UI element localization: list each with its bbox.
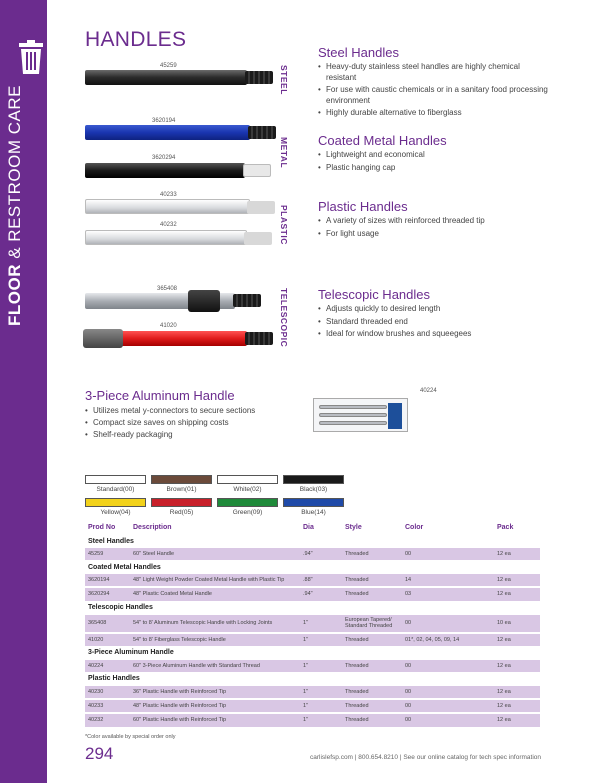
swatch-box [85, 475, 146, 484]
feature-telescopic-handles [318, 287, 548, 342]
table-row: 365408 54" to 8' Aluminum Telescopic Handle with Locking Joints 1" European Tapered/ Standard Threaded 00 10 ea [85, 615, 540, 632]
feature-plastic-handles [318, 199, 548, 241]
feature-bullet: • Highly durable alternative to fiberglass [318, 108, 548, 119]
header-prod-no: Prod No [88, 523, 116, 531]
feature-steel-handles [318, 45, 548, 121]
image-code-steel: 45259 [160, 63, 177, 69]
feature-title: Coated Metal Handles [318, 133, 447, 148]
image-code-metal-1: 3620194 [152, 118, 176, 124]
header-pack: Pack [497, 523, 514, 531]
aluminum-bullet: • Compact size saves on shipping costs [85, 417, 325, 428]
feature-bullet: • Plastic hanging cap [318, 163, 548, 174]
header-color: Color [405, 523, 424, 531]
color-swatch-legend [85, 475, 355, 520]
swatch-white: White(02) [217, 475, 278, 493]
header-description: Description [133, 523, 172, 531]
swatch-red: Red(05) [151, 498, 212, 516]
aluminum-package-image [313, 398, 408, 432]
feature-bullet: • A variety of sizes with reinforced threaded tip [318, 216, 548, 227]
image-code-plastic-1: 40233 [160, 192, 177, 198]
swatch-blue: Blue(14) [283, 498, 344, 516]
image-code-metal-2: 3620294 [152, 155, 176, 161]
category-label-steel: STEEL [279, 65, 289, 95]
swatch-box [283, 475, 344, 484]
feature-bullet: • Standard threaded end [318, 317, 548, 328]
swatch-black: Black(03) [283, 475, 344, 493]
swatch-brown: Brown(01) [151, 475, 212, 493]
blue-metal-handle-image [85, 125, 250, 140]
product-table [85, 520, 540, 727]
table-row: 3620294 48" Plastic Coated Metal Handle .94" Threaded 03 12 ea [85, 588, 540, 600]
table-row: 3620194 48" Light Weight Powder Coated Metal Handle with Plastic Tip .88" Threaded 14 12 ea [85, 574, 540, 586]
feature-bullet: • Adjusts quickly to desired length [318, 304, 548, 315]
swatch-standard: Standard(00) [85, 475, 146, 493]
header-dia: Dia [303, 523, 314, 531]
plastic-handle-image-1 [85, 199, 250, 214]
feature-bullet: • For use with caustic chemicals or in a sanitary food processing environment [318, 85, 548, 106]
category-label-telescopic: TELESCOPIC [279, 288, 289, 348]
image-code-telescopic-2: 41020 [160, 323, 177, 329]
table-group-row: Steel Handles [88, 537, 134, 545]
table-group-row: Coated Metal Handles [88, 563, 161, 571]
swatch-box [85, 498, 146, 507]
footnote: *Color available by special order only [85, 734, 176, 740]
feature-title: Plastic Handles [318, 199, 408, 214]
table-row: 40224 60" 3-Piece Aluminum Handle with Standard Thread 1" Threaded 00 12 ea [85, 660, 540, 672]
feature-bullet: • For light usage [318, 229, 548, 240]
sidebar-title: FLOOR & RESTROOM CARE [5, 85, 24, 326]
feature-title: Telescopic Handles [318, 287, 431, 302]
black-metal-handle-image [85, 163, 245, 178]
page-title: HANDLES [85, 28, 187, 51]
image-code-telescopic-1: 365408 [157, 286, 178, 292]
aluminum-telescopic-handle-image [85, 293, 235, 309]
plastic-handle-image-2 [85, 230, 247, 245]
table-row: 40230 36" Plastic Handle with Reinforced Tip 1" Threaded 00 12 ea [85, 686, 540, 698]
swatch-yellow: Yellow(04) [85, 498, 146, 516]
table-header-row [85, 520, 540, 534]
feature-coated-metal-handles [318, 133, 548, 175]
table-row: 41020 54" to 8' Fiberglass Telescopic Handle 1" Threaded 01*, 02, 04, 05, 09, 14 12 ea [85, 634, 540, 646]
swatch-box [151, 498, 212, 507]
fiberglass-telescopic-handle-image [85, 331, 247, 346]
feature-bullet: • Lightweight and economical [318, 150, 548, 161]
category-label-metal: METAL [279, 137, 289, 169]
swatch-box [151, 475, 212, 484]
aluminum-title: 3-Piece Aluminum Handle [85, 388, 235, 403]
page-number: 294 [85, 744, 114, 763]
feature-title: Steel Handles [318, 45, 399, 60]
swatch-green: Green(09) [217, 498, 278, 516]
image-code-aluminum: 40224 [420, 388, 437, 394]
swatch-box [217, 475, 278, 484]
image-code-plastic-2: 40232 [160, 222, 177, 228]
table-group-row: Telescopic Handles [88, 604, 153, 612]
footer-contact: carlislefsp.com | 800.654.8210 | See our online catalog for tech spec information [309, 754, 541, 761]
table-row: 45259 60" Steel Handle .94" Threaded 00 12 ea [85, 548, 540, 560]
feature-bullet: • Heavy-duty stainless steel handles are highly chemical resistant [318, 62, 548, 83]
aluminum-bullet: • Shelf-ready packaging [85, 429, 325, 440]
aluminum-handle-section [85, 388, 325, 441]
table-group-row: Plastic Handles [88, 675, 140, 683]
table-group-row: 3-Piece Aluminum Handle [88, 649, 174, 657]
steel-handle-image [85, 70, 247, 85]
category-label-plastic: PLASTIC [279, 205, 289, 245]
header-style: Style [345, 523, 362, 531]
sidebar [0, 0, 47, 783]
table-row: 40232 60" Plastic Handle with Reinforced Tip 1" Threaded 00 12 ea [85, 714, 540, 726]
swatch-box [217, 498, 278, 507]
table-row: 40233 48" Plastic Handle with Reinforced Tip 1" Threaded 00 12 ea [85, 700, 540, 712]
aluminum-bullet: • Utilizes metal y-connectors to secure sections [85, 405, 325, 416]
feature-bullet: • Ideal for window brushes and squeegees [318, 329, 548, 340]
swatch-box [283, 498, 344, 507]
